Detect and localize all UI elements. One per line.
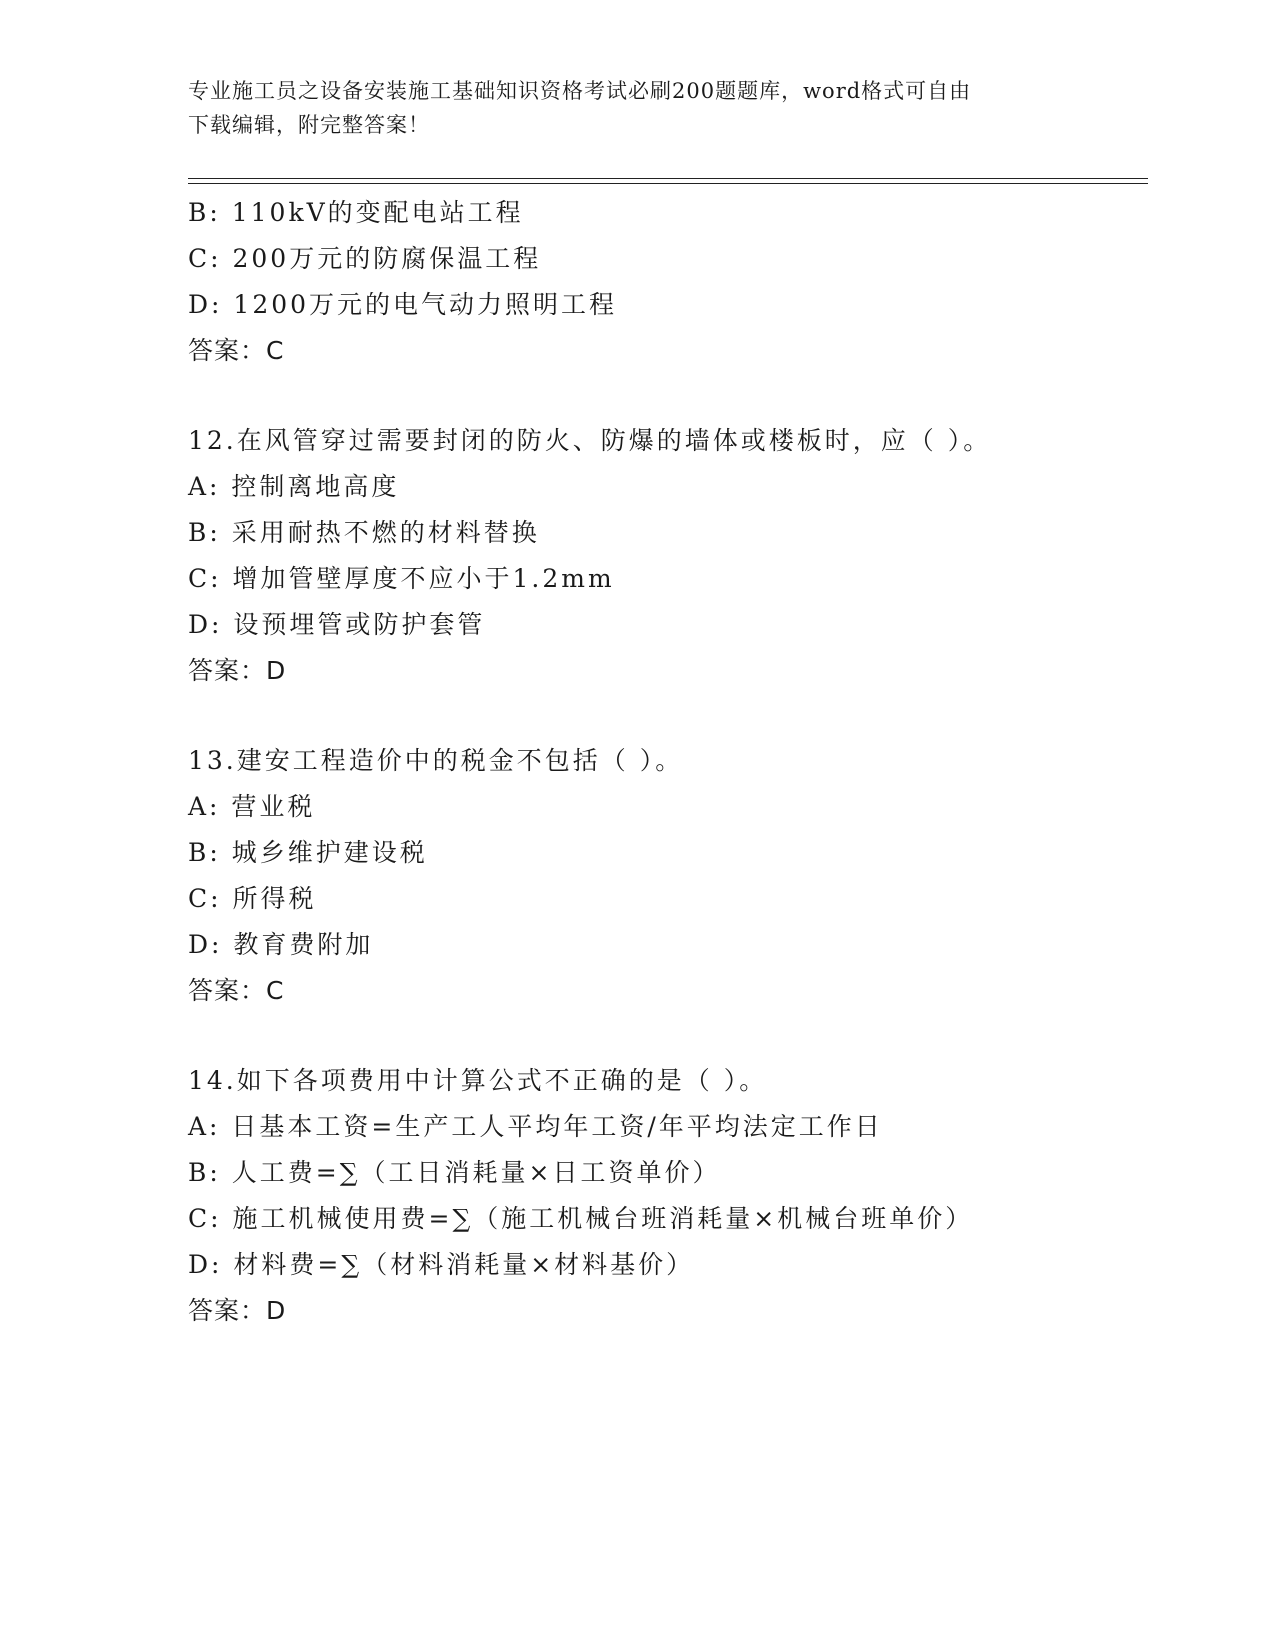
spacer — [188, 374, 1148, 418]
document-header — [188, 74, 1068, 142]
header-line-1: 专业施工员之设备安装施工基础知识资格考试必刷200题题库，word格式可自由 — [188, 79, 972, 103]
q13-option-b: B: 城乡维护建设税 — [188, 838, 428, 867]
q13-option-d: D: 教育费附加 — [188, 930, 374, 959]
q14-option-b: B: 人工费=∑（工日消耗量×日工资单价） — [188, 1158, 721, 1187]
question-12 — [188, 418, 1148, 694]
q11-option-c: C: 200万元的防腐保温工程 — [188, 244, 542, 273]
q11-option-d: D: 1200万元的电气动力照明工程 — [188, 290, 618, 319]
header-divider-bottom — [188, 183, 1148, 184]
q12-option-d: D: 设预埋管或防护套管 — [188, 610, 486, 639]
spacer — [188, 1014, 1148, 1058]
q12-option-b: B: 采用耐热不燃的材料替换 — [188, 518, 540, 547]
question-list — [188, 190, 1148, 1334]
spacer — [188, 694, 1148, 738]
q12-answer: 答案：D — [188, 656, 287, 685]
q11-option-b: B: 110kV的变配电站工程 — [188, 198, 524, 227]
q13-option-a: A: 营业税 — [188, 792, 316, 821]
q13-option-c: C: 所得税 — [188, 884, 317, 913]
q14-stem: 14.如下各项费用中计算公式不正确的是（ ）。 — [188, 1066, 768, 1095]
header-divider-top — [188, 178, 1148, 179]
question-13 — [188, 738, 1148, 1014]
q14-answer: 答案：D — [188, 1296, 287, 1325]
q11-answer: 答案：C — [188, 336, 285, 365]
header-line-2: 下载编辑，附完整答案！ — [188, 113, 430, 137]
question-14 — [188, 1058, 1148, 1334]
q13-stem: 13.建安工程造价中的税金不包括（ ）。 — [188, 746, 684, 775]
q14-option-a: A: 日基本工资=生产工人平均年工资/年平均法定工作日 — [188, 1112, 883, 1141]
q12-option-c: C: 增加管壁厚度不应小于1.2mm — [188, 564, 615, 593]
q14-option-d: D: 材料费=∑（材料消耗量×材料基价） — [188, 1250, 695, 1279]
q12-option-a: A: 控制离地高度 — [188, 472, 400, 501]
q13-answer: 答案：C — [188, 976, 285, 1005]
question-11-tail — [188, 190, 1148, 374]
q12-stem: 12.在风管穿过需要封闭的防火、防爆的墙体或楼板时，应（ ）。 — [188, 426, 992, 455]
q14-option-c: C: 施工机械使用费=∑（施工机械台班消耗量×机械台班单价） — [188, 1204, 974, 1233]
